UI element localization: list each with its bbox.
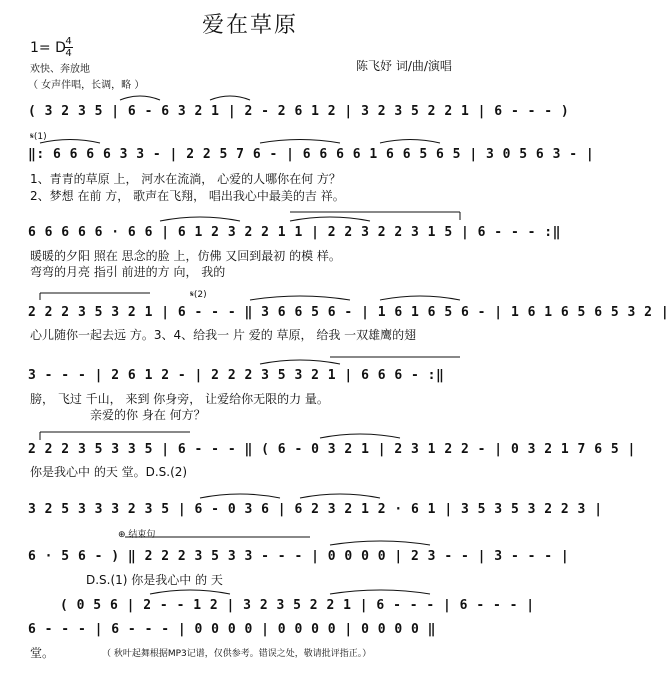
slur-13 <box>300 494 380 498</box>
slur-2 <box>210 96 250 100</box>
slur-7 <box>290 217 370 221</box>
notation-row-6: 2 2 2 3 5 3 3 5 | 6 - - - ‖ ( 6 - 0 3 2 1 | 2 3 1 2 2 - | 0 3 2 1 7 6 5 | <box>28 442 636 457</box>
time-signature-bottom: 4 <box>65 48 72 59</box>
lyric-row-5b: 亲爱的你 身在 何方？ <box>90 408 206 422</box>
song-title: 爱在草原 <box>201 13 298 38</box>
slur-9 <box>380 296 460 300</box>
lyric-row-6a: 你是我心中 的天 堂。D.S.(2) <box>30 465 188 479</box>
slur-16 <box>330 590 430 594</box>
slur-14 <box>330 541 430 545</box>
slur-8 <box>250 296 350 300</box>
slur-11 <box>320 434 400 438</box>
segno-mark-2: 𝄋(2) <box>190 290 207 300</box>
lyric-row-8a: D.S.(1) 你是我心中 的 天 <box>86 573 223 587</box>
slur-12 <box>200 494 280 498</box>
notation-row-5: 3 - - - | 2 6 1 2 - | 2 2 2 3 5 3 2 1 | 6 6 6 - :‖ <box>28 368 445 383</box>
slur-5 <box>380 140 440 144</box>
slur-6 <box>160 217 240 221</box>
notation-row-4: 2 2 2 3 5 3 2 1 | 6 - - - ‖ 3 6 6 5 6 - | 1 6 1 6 5 6 - | 1 6 1 6 5 6 5 3 2 | <box>28 305 669 320</box>
coda-mark: ⊕ 结束句 <box>118 530 156 540</box>
notation-row-3: 6 6 6 6 6 · 6 6 | 6 1 2 3 2 2 1 1 | 2 2 3 2 2 3 1 5 | 6 - - - :‖ <box>28 225 561 240</box>
notation-row-2: ‖: 6 6 6 6 3 3 - | 2 2 5 7 6 - | 6 6 6 6 1 6 6 5 6 5 | 3 0 5 6 3 - | <box>28 147 595 162</box>
lyric-row-4a: 心儿随你一起去远 方。3、4、给我一 片 爱的 草原， 给我 一双雄鹰的翅 <box>30 328 417 342</box>
lyric-row-3a: 暖暖的夕阳 照在 思念的脸 上，仿佛 又回到最初 的模 样。 <box>30 249 341 263</box>
notation-row-10: 6 - - - | 6 - - - | 0 0 0 0 | 0 0 0 0 | 0 0 0 0 ‖ <box>28 622 437 637</box>
lyric-row-5a: 膀， 飞过 千山， 来到 你身旁， 让爱给你无限的力 量。 <box>30 392 329 406</box>
slur-1 <box>120 96 160 100</box>
segno-mark-1: 𝄋(1) <box>30 132 47 142</box>
notation-row-8: 6 · 5 6 - ) ‖ 2 2 2 3 5 3 3 - - - | 0 0 0 0 | 2 3 - - | 3 - - - | <box>28 549 570 564</box>
slur-4 <box>260 140 340 144</box>
footnote: （ 秋叶起舞根据MP3记谱，仅供参考。错误之处，敬请批评指正。） <box>102 649 372 659</box>
slur-10 <box>260 360 340 364</box>
slur-3 <box>40 140 100 144</box>
lyric-row-10a: 堂。 <box>30 646 55 660</box>
time-signature-top: 4 <box>65 36 72 47</box>
credits: 陈飞妤 词/曲/演唱 <box>356 59 452 73</box>
slur-15 <box>150 590 230 594</box>
notation-row-1: ( 3 2 3 5 | 6 - 6 3 2 1 | 2 - 2 6 1 2 | 3 2 3 5 2 2 1 | 6 - - - ) <box>28 104 570 119</box>
notation-row-7: 3 2 5 3 3 3 2 3 5 | 6 - 0 3 6 | 6 2 3 2 1 2 · 6 1 | 3 5 3 5 3 2 2 3 | <box>28 502 603 517</box>
lyric-row-2a: 1、青青的草原 上， 河水在流淌， 心爱的人哪你在何 方？ <box>30 172 341 186</box>
intro-note: （ 女声伴唱，长调，略 ） <box>28 80 145 91</box>
lyric-row-2b: 2、梦想 在前 方， 歌声在飞翔， 唱出我心中最美的吉 祥。 <box>30 189 345 203</box>
notation-row-9: ( 0 5 6 | 2 - - 1 2 | 3 2 3 5 2 2 1 | 6 - - - | 6 - - - | <box>60 598 535 613</box>
tempo-marking: 欢快、奔放地 <box>30 64 90 75</box>
lyric-row-3b: 弯弯的月亮 指引 前进的方 向， 我的 <box>30 265 226 279</box>
key-signature: 1= D <box>30 40 66 56</box>
